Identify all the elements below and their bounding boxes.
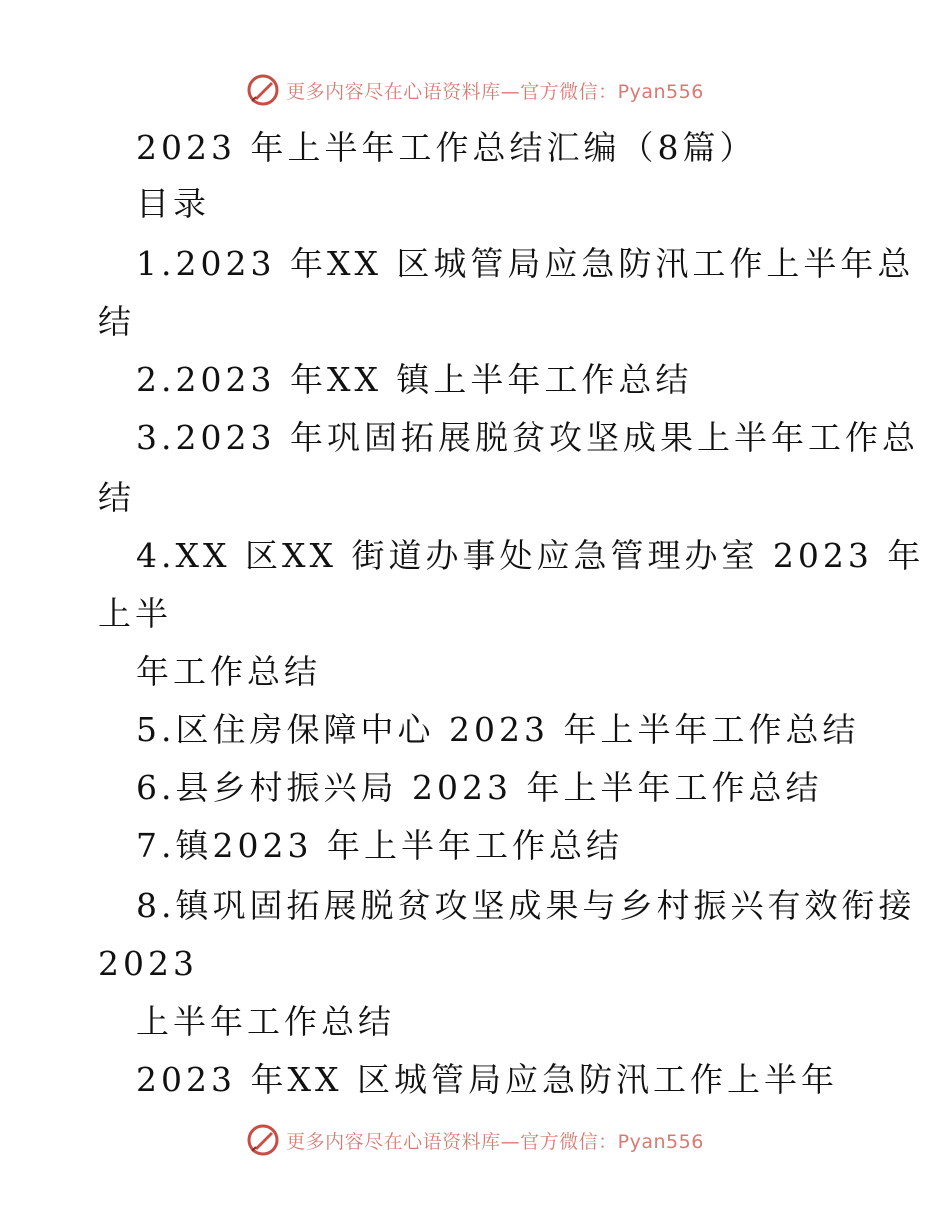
toc-line: 结 — [98, 302, 135, 341]
section-heading: 2023 年XX 区城管局应急防汛工作上半年 — [136, 1060, 838, 1099]
toc-line: 4.XX 区XX 街道办事处应急管理办室 2023 年 — [136, 536, 925, 575]
document-title: 2023 年上半年工作总结汇编（8篇） — [136, 128, 757, 167]
toc-line: 2023 — [98, 944, 198, 983]
toc-line: 7.镇2023 年上半年工作总结 — [136, 826, 623, 865]
watermark-text: 更多内容尽在心语资料库—官方微信：Pyan556 — [286, 80, 704, 103]
toc-heading: 目录 — [136, 184, 210, 223]
toc-line: 1.2023 年XX 区城管局应急防汛工作上半年总 — [136, 244, 915, 283]
toc-line: 结 — [98, 478, 135, 517]
toc-line: 上半年工作总结 — [136, 1002, 395, 1041]
toc-line: 3.2023 年巩固拓展脱贫攻坚成果上半年工作总 — [136, 418, 919, 457]
quill-pen-logo-icon — [246, 1123, 280, 1157]
toc-line: 2.2023 年XX 镇上半年工作总结 — [136, 360, 693, 399]
toc-line: 5.区住房保障中心 2023 年上半年工作总结 — [136, 710, 860, 749]
toc-line: 6.县乡村振兴局 2023 年上半年工作总结 — [136, 768, 823, 807]
toc-line: 8.镇巩固拓展脱贫攻坚成果与乡村振兴有效衔接 — [136, 886, 916, 925]
toc-line: 年工作总结 — [136, 652, 321, 691]
watermark-text: 更多内容尽在心语资料库—官方微信：Pyan556 — [286, 1130, 704, 1153]
footer-watermark — [0, 1118, 950, 1162]
toc-line: 上半 — [98, 594, 172, 633]
